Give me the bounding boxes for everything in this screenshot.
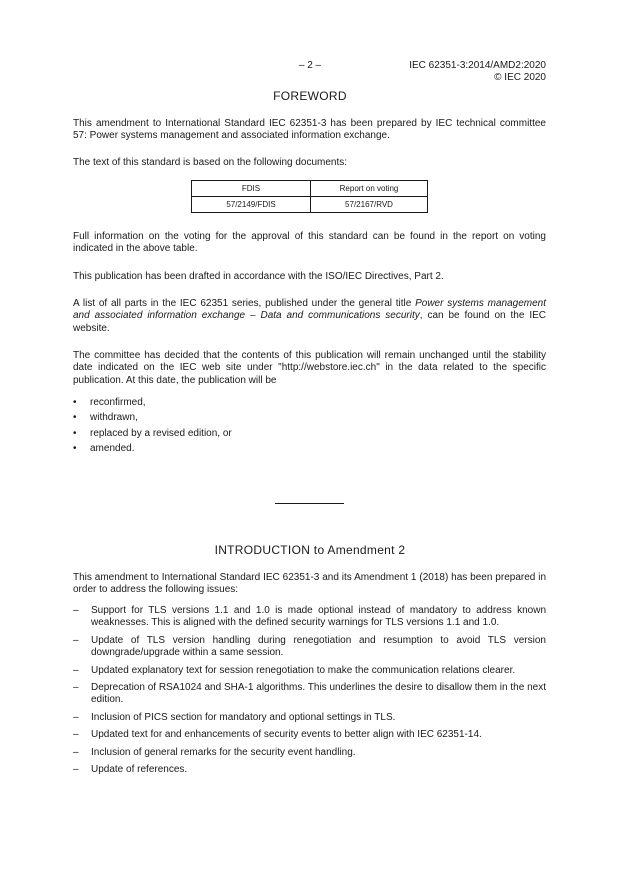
issues-dash-list — [73, 605, 546, 776]
list-item-text: Updated explanatory text for session renegotiation to make the communication relations clearer. — [91, 664, 516, 676]
p5-text-after: , can be found on the IEC website. — [73, 310, 546, 334]
foreword-paragraph-6: The committee has decided that the contents of this publication will remain unchanged until the stability date indicated on the IEC web site under "http://webstore.iec.ch" in the data related to the specific publication. At this date, the publication will be — [73, 350, 546, 386]
list-item-text: Updated text for and enhancements of security events to better align with IEC 62351-14. — [91, 729, 482, 741]
dash-marker: – — [73, 711, 79, 723]
table-header-report: Report on voting — [311, 181, 428, 197]
introduction-title: INTRODUCTION to Amendment 2 — [214, 543, 406, 557]
list-item-text: replaced by a revised edition, or — [90, 427, 232, 439]
list-item — [73, 412, 546, 427]
list-item — [73, 443, 546, 458]
list-item-text: Inclusion of PICS section for mandatory and optional settings in TLS. — [91, 711, 396, 723]
section-divider — [275, 503, 344, 504]
dash-marker: – — [73, 634, 79, 646]
bullet-marker: • — [73, 412, 77, 424]
list-item-text: amended. — [90, 442, 135, 454]
list-item-text: reconfirmed, — [90, 397, 146, 408]
list-item — [73, 764, 546, 776]
list-item — [73, 605, 546, 630]
foreword-paragraph-4: This publication has been drafted in accordance with the ISO/IEC Directives, Part 2. — [73, 271, 444, 282]
bullet-marker: • — [73, 442, 77, 454]
list-item — [73, 428, 546, 443]
list-item — [73, 712, 546, 724]
table-row — [192, 197, 428, 213]
voting-documents-table — [191, 180, 428, 213]
table-cell-rvd: 57/2167/RVD — [311, 197, 428, 213]
dash-marker: – — [73, 664, 79, 676]
bullet-marker: • — [73, 397, 77, 408]
foreword-paragraph-1: This amendment to International Standard IEC 62351-3 has been prepared by IEC technical committee 57: Power systems management and associated information exchange. — [73, 118, 546, 142]
dash-marker: – — [73, 764, 79, 776]
list-item — [73, 397, 546, 412]
p5-text-before: A list of all parts in the IEC 62351 series, published under the general title — [73, 298, 416, 309]
table-header-fdis: FDIS — [192, 181, 311, 197]
list-item — [73, 665, 546, 677]
foreword-title: FOREWORD — [273, 89, 347, 103]
list-item-text: Update of TLS version handling during renegotiation and resumption to avoid TLS version downgrade/upgrade within a same session. — [91, 634, 546, 659]
list-item-text: withdrawn, — [90, 412, 138, 424]
list-item — [73, 635, 546, 660]
list-item — [73, 747, 546, 759]
table-cell-fdis: 57/2149/FDIS — [192, 197, 311, 213]
list-item-text: Update of references. — [91, 764, 188, 776]
dash-marker: – — [73, 746, 79, 758]
series-title: Power systems management and associated information exchange – Data and communications security — [73, 298, 546, 322]
introduction-paragraph: This amendment to International Standard IEC 62351-3 and its Amendment 1 (2018) has been prepared in order to address the following issues: — [73, 572, 546, 596]
foreword-paragraph-5 — [73, 298, 546, 335]
foreword-paragraph-2: The text of this standard is based on the following documents: — [73, 157, 348, 168]
outcome-bullet-list — [73, 397, 546, 458]
dash-marker: – — [73, 605, 79, 616]
dash-marker: – — [73, 682, 79, 694]
page-header-right — [409, 60, 546, 84]
foreword-paragraph-3: Full information on the voting for the approval of this standard can be found in the report on voting indicated in the above table. — [73, 231, 546, 255]
document-id: IEC 62351-3:2014/AMD2:2020 — [409, 60, 546, 71]
list-item-text: Support for TLS versions 1.1 and 1.0 is made optional instead of mandatory to address known weaknesses. This is aligned with the defined security warnings for TLS versions 1.1 and 1.0. — [91, 605, 546, 629]
list-item — [73, 729, 546, 741]
table-header-row — [192, 181, 428, 197]
bullet-marker: • — [73, 427, 77, 439]
page-number: – 2 – — [298, 60, 322, 71]
copyright: © IEC 2020 — [494, 72, 546, 83]
dash-marker: – — [73, 729, 79, 741]
list-item-text: Deprecation of RSA1024 and SHA-1 algorithms. This underlines the desire to disallow them in the next edition. — [91, 682, 546, 706]
list-item — [73, 682, 546, 707]
list-item-text: Inclusion of general remarks for the security event handling. — [91, 746, 356, 758]
